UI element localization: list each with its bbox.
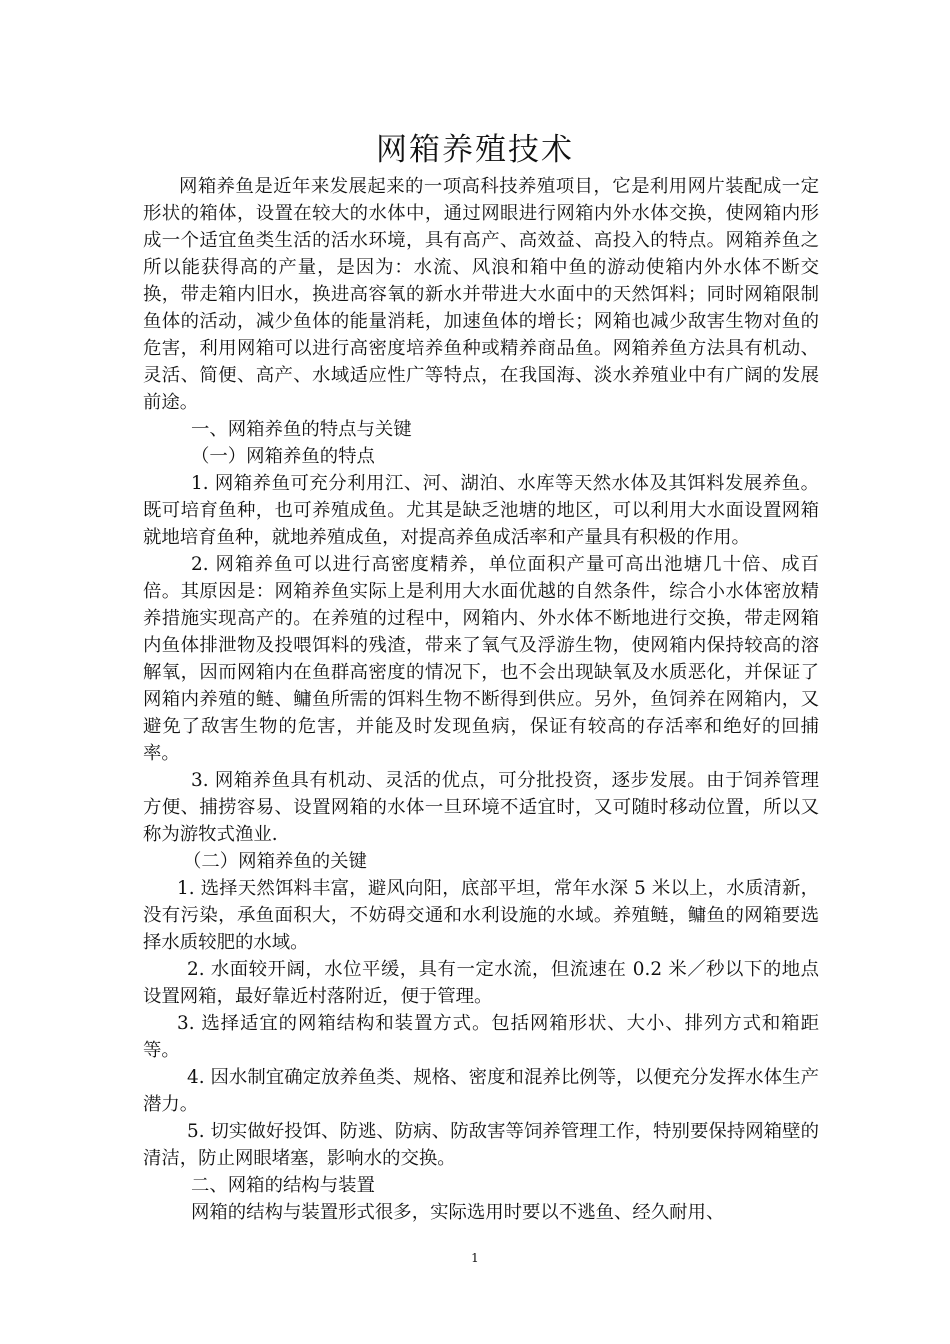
key-item-3: 3. 选择适宜的网箱结构和装置方式。包括网箱形状、大小、排列方式和箱距等。 <box>143 1013 819 1061</box>
structure-paragraph: 网箱的结构与装置形式很多，实际选用时要以不逃鱼、经久耐用、 <box>191 1202 725 1223</box>
document-body <box>143 173 819 1226</box>
feature-item-2: 2. 网箱养鱼可以进行高密度精养，单位面积产量可高出池塘几十倍、成百倍。其原因是：网箱养鱼实际上是利用大水面优越的自然条件，综合小水体密放精养措施实现高产的。在养殖的过程中，网箱内、外水体不断地进行交换，带走网箱内鱼体排泄物及投喂饵料的残渣，带来了氧气及浮游生物，使网箱内保持较高的溶解氧，因而网箱内在鱼群高密度的情况下，也不会出现缺氧及水质恶化，并保证了网箱内养殖的鲢、鳙鱼所需的饵料生物不断得到供应。另外，鱼饲养在网箱内，又避免了敌害生物的危害，并能及时发现鱼病，保证有较高的存活率和绝好的回捕率。 <box>143 554 819 764</box>
key-item-2: 2. 水面较开阔，水位平缓，具有一定水流，但流速在 0.2 米／秒以下的地点设置网箱，最好靠近村落附近，便于管理。 <box>143 959 819 1007</box>
key-item-5: 5. 切实做好投饵、防逃、防病、防敌害等饲养管理工作，特别要保持网箱壁的清洁，防止网眼堵塞，影响水的交换。 <box>143 1121 819 1169</box>
section-heading-1: 一、网箱养鱼的特点与关键 <box>191 419 412 440</box>
section-heading-2: 二、网箱的结构与装置 <box>191 1175 375 1196</box>
key-item-4: 4. 因水制宜确定放养鱼类、规格、密度和混养比例等，以便充分发挥水体生产潜力。 <box>143 1067 819 1115</box>
page-number: 1 <box>471 1251 479 1265</box>
feature-item-1: 1. 网箱养鱼可充分利用江、河、湖泊、水库等天然水体及其饵料发展养鱼。既可培育鱼种，也可养殖成鱼。尤其是缺乏池塘的地区，可以利用大水面设置网箱就地培育鱼种，就地养殖成鱼，对提高养鱼成活率和产量具有积极的作用。 <box>143 473 819 548</box>
feature-item-3: 3. 网箱养鱼具有机动、灵活的优点，可分批投资，逐步发展。由于饲养管理方便、捕捞容易、设置网箱的水体一旦环境不适宜时，又可随时移动位置，所以又称为游牧式渔业. <box>143 770 819 845</box>
subsection-heading-1: （一）网箱养鱼的特点 <box>191 446 375 467</box>
key-item-1: 1. 选择天然饵料丰富，避风向阳，底部平坦，常年水深 5 米以上，水质清新，没有污染，承鱼面积大，不妨碍交通和水利设施的水域。养殖鲢，鳙鱼的网箱要选择水质较肥的水域。 <box>143 878 819 953</box>
intro-paragraph: 网箱养鱼是近年来发展起来的一项高科技养殖项目，它是利用网片装配成一定形状的箱体，设置在较大的水体中，通过网眼进行网箱内外水体交换，使网箱内形成一个适宜鱼类生活的活水环境，具有高产、高效益、高投入的特点。网箱养鱼之所以能获得高的产量，是因为：水流、风浪和箱中鱼的游动使箱内外水体不断交换，带走箱内旧水，换进高容氧的新水并带进大水面中的天然饵料；同时网箱限制鱼体的活动，减少鱼体的能量消耗，加速鱼体的增长；网箱也减少敌害生物对鱼的危害，利用网箱可以进行高密度培养鱼种或精养商品鱼。网箱养鱼方法具有机动、灵活、简便、高产、水域适应性广等特点，在我国海、淡水养殖业中有广阔的发展前途。 <box>143 176 819 413</box>
document-title: 网箱养殖技术 <box>376 132 574 168</box>
subsection-heading-2: （二）网箱养鱼的关键 <box>183 851 367 872</box>
